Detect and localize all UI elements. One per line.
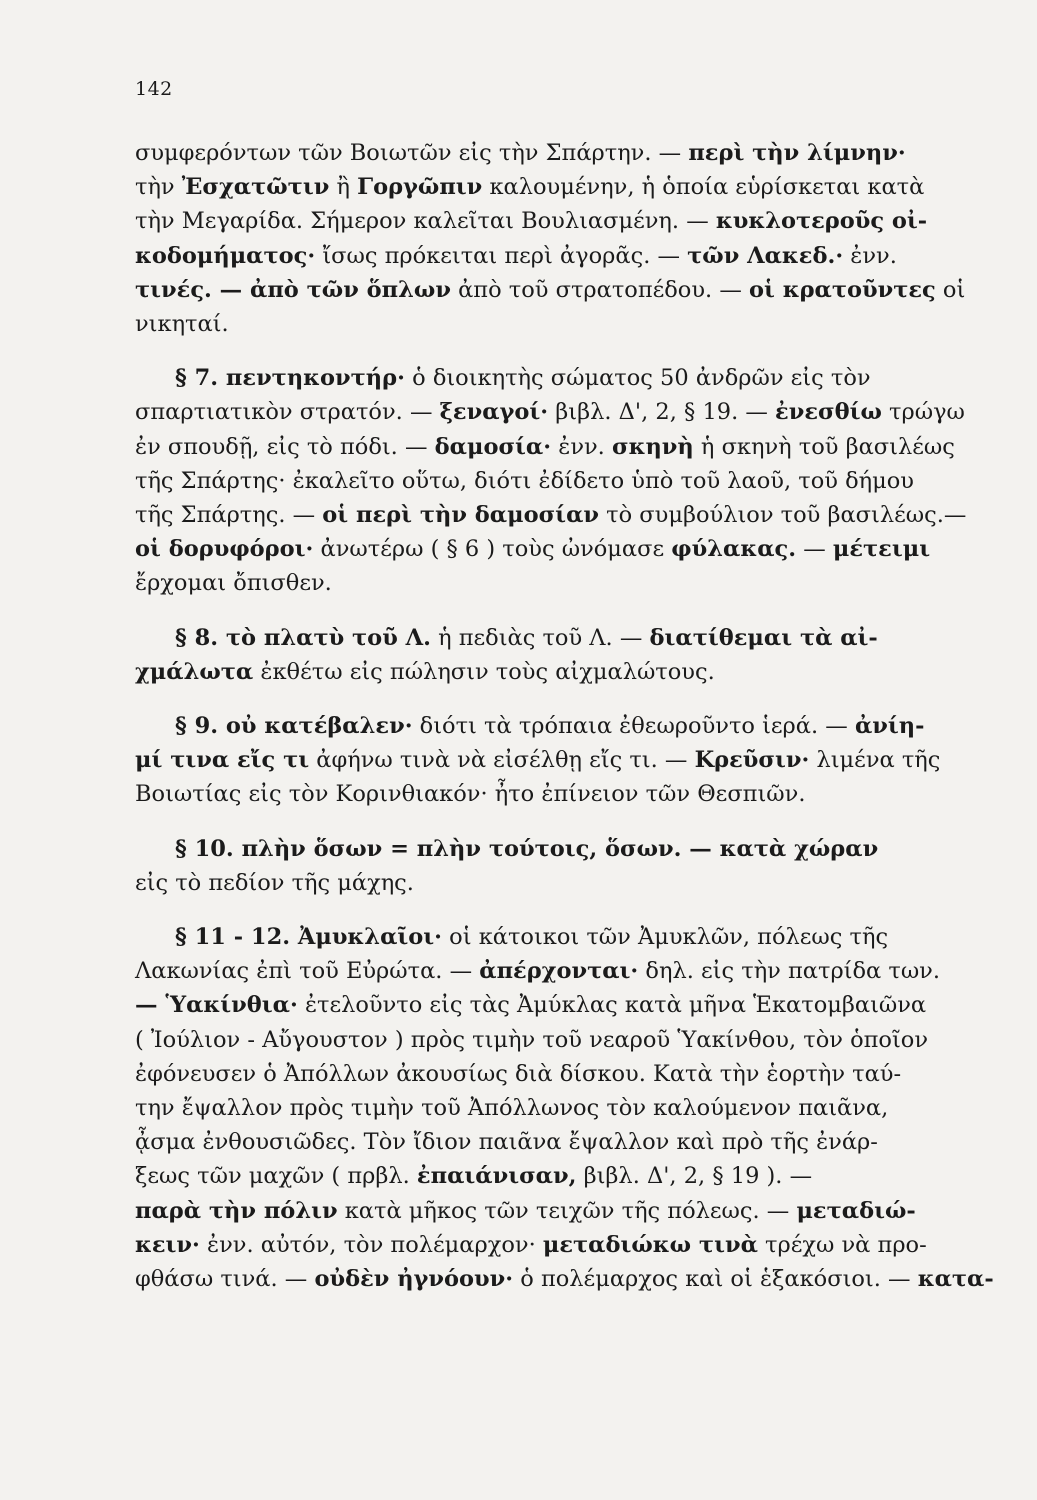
gloss: ἐν σπουδῇ, εἰς τὸ πόδι. — — [135, 433, 435, 460]
text-line — [135, 498, 977, 532]
gloss: λιμένα τῆς — [809, 747, 941, 774]
text-line — [135, 832, 977, 866]
lemma: μέτειμι — [832, 536, 931, 563]
gloss: Βοιωτίας εἰς τὸν Κορινθιακόν· ἦτο ἐπίνειον τῶν Θεσπιῶν. — [135, 781, 806, 808]
gloss: Λακωνίας ἐπὶ τοῦ Εὐρώτα. — — [135, 958, 480, 985]
commentary-text — [135, 136, 994, 1296]
paragraph-gap — [135, 601, 977, 621]
text-line — [135, 777, 977, 811]
gloss: τῆς Σπάρτης. — — [135, 502, 323, 529]
lemma: — Ὑακίνθια· — [135, 992, 298, 1019]
gloss: σπαρτιατικὸν στρατόν. — — [135, 399, 440, 426]
lemma: οὐδὲν ἠγνόουν· — [314, 1266, 514, 1293]
gloss: τρέχω νὰ προ- — [757, 1231, 927, 1258]
text-line — [135, 204, 977, 238]
lemma: τινές. — ἀπὸ τῶν ὅπλων — [135, 276, 451, 303]
gloss: ἔρχομαι ὄπισθεν. — [135, 570, 332, 597]
lemma: κατα- — [917, 1266, 994, 1293]
gloss: ὁ πολέμαρχος καὶ οἱ ἑξακόσιοι. — — [513, 1266, 918, 1293]
text-line — [135, 1091, 977, 1125]
gloss: ἐτελοῦντο εἰς τὰς Ἀμύκλας κατὰ μῆνα Ἑκατομβαιῶνα — [297, 992, 927, 1019]
lemma: § 11 - 12. Ἀμυκλαῖοι· — [175, 924, 443, 951]
text-line — [135, 621, 977, 655]
gloss: διότι τὰ τρόπαια ἐθεωροῦντο ἱερά. — — [412, 713, 855, 740]
gloss: ἡ σκηνὴ τοῦ βασιλέως — [693, 433, 955, 460]
gloss: ἐφόνευσεν ὁ Ἀπόλλων ἀκουσίως διὰ δίσκου. Κατὰ τὴν ἑορτὴν ταύ- — [135, 1060, 902, 1087]
gloss: τὸ συμβούλιον τοῦ βασιλέως.— — [599, 502, 967, 529]
text-line — [135, 1057, 977, 1091]
gloss: ἀφήνω τινὰ νὰ εἰσέλθῃ εἴς τι. — — [309, 747, 695, 774]
gloss: τῆς Σπάρτης· ἐκαλεῖτο οὕτω, διότι ἐδίδετο ὑπὸ τοῦ λαοῦ, τοῦ δήμου — [135, 467, 914, 494]
lemma: φύλακας. — [671, 536, 797, 563]
gloss: οἱ κάτοικοι τῶν Ἀμυκλῶν, πόλεως τῆς — [442, 924, 889, 951]
gloss: τὴν — [135, 174, 182, 201]
text-line — [135, 170, 977, 204]
gloss: οἱ — [935, 276, 966, 303]
text-line — [135, 920, 977, 954]
gloss: την ἔψαλλον πρὸς τιμὴν τοῦ Ἀπόλλωνος τὸν καλούμενον παιᾶνα, — [135, 1095, 889, 1122]
text-line — [135, 866, 977, 900]
paragraph-gap — [135, 341, 977, 361]
gloss: ἐνν. — [843, 242, 897, 269]
gloss: ἐνν. — [551, 433, 612, 460]
gloss: ἀπὸ τοῦ στρατοπέδου. — — [450, 276, 749, 303]
lemma: ἐπαιάνισαν, — [416, 1163, 577, 1190]
lemma: κειν· — [135, 1231, 200, 1258]
text-line — [135, 1262, 994, 1296]
lemma: § 7. πεντηκοντήρ· — [175, 365, 405, 392]
gloss: ( Ἰούλιον - Αὔγουστον ) πρὸς τιμὴν τοῦ νεαροῦ Ὑακίνθου, τὸν ὁποῖον — [135, 1026, 928, 1053]
gloss: ἐνν. αὐτόν, τὸν πολέμαρχον· — [199, 1231, 543, 1258]
text-line — [135, 430, 977, 464]
gloss: τρώγω — [881, 399, 965, 426]
lemma: οἱ περὶ τὴν δαμοσίαν — [322, 502, 599, 529]
gloss: — — [796, 536, 833, 563]
text-line — [135, 1125, 977, 1159]
lemma: διατίθεμαι τὰ αἰ- — [649, 624, 878, 651]
lemma: μεταδιώ- — [796, 1197, 916, 1224]
page-number: 142 — [135, 78, 173, 100]
text-line — [135, 1159, 977, 1193]
paragraph-gap — [135, 900, 977, 920]
gloss: καλουμένην, ἡ ὁποία εὑρίσκεται κατὰ — [482, 174, 925, 201]
text-line — [135, 954, 977, 988]
lemma: ἀνίη- — [854, 713, 925, 740]
lemma: μί τινα εἴς τι — [135, 747, 310, 774]
text-line — [135, 361, 977, 395]
lemma: Ἐσχατῶτιν — [181, 174, 330, 201]
paragraph-gap — [135, 689, 977, 709]
lemma: περὶ τὴν λίμνην· — [688, 140, 906, 166]
gloss: ξεως τῶν μαχῶν ( πρβλ. — [135, 1163, 417, 1190]
gloss: εἰς τὸ πεδίον τῆς μάχης. — [135, 869, 414, 896]
lemma: τῶν Λακεδ.· — [687, 242, 844, 269]
text-line — [135, 988, 977, 1022]
gloss: ὁ διοικητὴς σώματος 50 ἀνδρῶν εἰς τὸν — [404, 365, 871, 392]
text-line — [135, 655, 977, 689]
text-line — [135, 239, 977, 273]
gloss: ἴσως πρόκειται περὶ ἀγορᾶς. — — [315, 242, 688, 269]
text-line — [135, 136, 977, 170]
lemma: χμάλωτα — [135, 658, 254, 685]
lemma: δαμοσία· — [434, 433, 552, 460]
text-line — [135, 566, 977, 600]
lemma: Γοργῶπιν — [357, 174, 483, 201]
gloss: συμφερόντων τῶν Βοιωτῶν εἰς τὴν Σπάρτην. — — [135, 140, 689, 166]
gloss: βιβλ. Δ', 2, § 19 ). — — [576, 1163, 813, 1190]
text-line — [135, 1194, 977, 1228]
text-line — [135, 1228, 977, 1262]
lemma: κοδομήματος· — [135, 242, 316, 269]
text-line — [135, 464, 977, 498]
gloss: ἢ — [329, 174, 358, 201]
text-line — [135, 395, 977, 429]
gloss: φθάσω τινά. — — [135, 1266, 315, 1293]
gloss: νικηταί. — [135, 311, 229, 338]
lemma: ξεναγοί· — [439, 399, 549, 426]
text-line — [135, 532, 977, 566]
gloss: ἐκθέτω εἰς πώλησιν τοὺς αἰχμαλώτους. — [253, 658, 715, 685]
gloss: δηλ. εἰς τὴν πατρίδα των. — [638, 958, 941, 985]
lemma: ἀπέρχονται· — [479, 958, 639, 985]
lemma: Κρεῦσιν· — [694, 747, 810, 774]
text-line — [135, 307, 977, 341]
lemma: παρὰ τὴν πόλιν — [135, 1197, 338, 1224]
text-line — [135, 743, 977, 777]
lemma: ἐνεσθίω — [775, 399, 882, 426]
lemma: κυκλοτεροῦς οἰ- — [715, 208, 928, 235]
lemma: § 9. οὐ κατέβαλεν· — [175, 713, 413, 740]
text-line — [135, 709, 977, 743]
lemma: οἱ κρατοῦντες — [749, 276, 936, 303]
paragraph-gap — [135, 812, 977, 832]
gloss: ᾆσμα ἐνθουσιῶδες. Τὸν ἴδιον παιᾶνα ἔψαλλον καὶ πρὸ τῆς ἐνάρ- — [135, 1129, 878, 1156]
lemma: § 8. τὸ πλατὺ τοῦ Λ. — [175, 624, 431, 651]
gloss: ἀνωτέρω ( § 6 ) τοὺς ὠνόμασε — [313, 536, 672, 563]
text-line — [135, 273, 977, 307]
gloss: ἡ πεδιὰς τοῦ Λ. — — [430, 624, 650, 651]
lemma: μεταδιώκω τινὰ — [542, 1231, 758, 1258]
lemma: § 10. πλὴν ὅσων = πλὴν τούτοις, ὅσων. — κατὰ χώραν — [175, 835, 879, 862]
gloss: κατὰ μῆκος τῶν τειχῶν τῆς πόλεως. — — [337, 1197, 797, 1224]
text-line — [135, 1023, 977, 1057]
gloss: τὴν Μεγαρίδα. Σήμερον καλεῖται Βουλιασμένη. — — [135, 208, 716, 235]
gloss: βιβλ. Δ', 2, § 19. — — [548, 399, 776, 426]
lemma: σκηνὴ — [611, 433, 694, 460]
lemma: οἱ δορυφόροι· — [135, 536, 314, 563]
